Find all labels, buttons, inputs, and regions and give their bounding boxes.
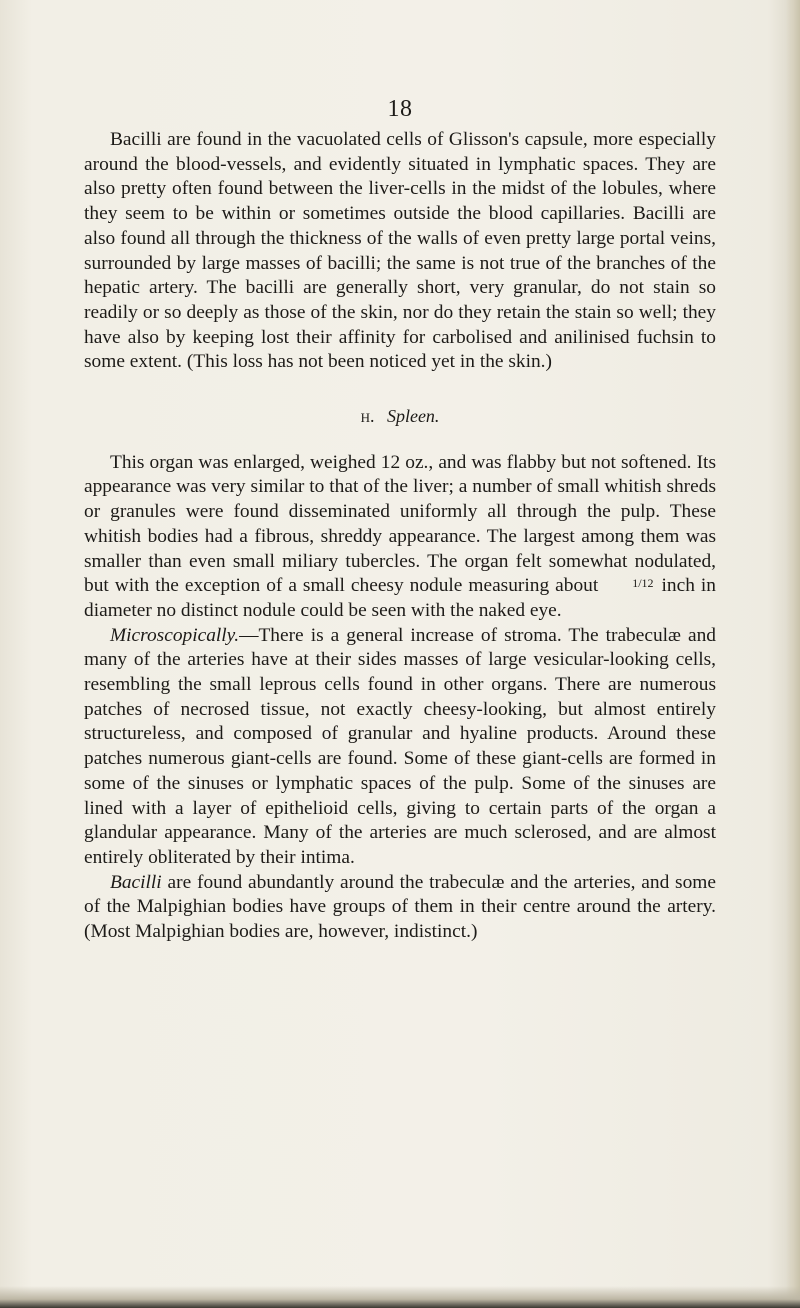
- body-text: [84, 128, 716, 945]
- section-letter: h.: [360, 406, 375, 427]
- paragraph-microscopically: [84, 624, 716, 871]
- page-edge-bottom: [0, 1286, 800, 1308]
- bacilli-lead: Bacilli: [110, 871, 162, 893]
- section-title: Spleen.: [386, 406, 440, 427]
- paragraph-bacilli-spleen: [84, 871, 716, 945]
- paragraph-liver-bacilli: Bacilli are found in the vacuolated cells of Glisson's capsule, more especially around the blood-vessels, and evidently situated in lymphatic spaces. They are also pretty often found between the liver-cells in the midst of the lobules, where they seem to be within or sometimes outside the blood capillaries. Bacilli are also found all through the thickness of the walls of even pretty large portal veins, surrounded by large masses of bacilli; the same is not true of the branches of the hepatic artery. The bacilli are generally short, very granular, do not stain so readily or so deeply as those of the skin, nor do they retain the stain so well; they have also by keeping lost their affinity for carbolised and anilinised fuchsin to some extent. (This loss has not been noticed yet in the skin.): [84, 129, 716, 373]
- page-edge-right: [786, 0, 800, 1308]
- paragraph-spleen-gross-text-end: inch in diameter no distinct nodule could be seen with the naked eye.: [84, 575, 716, 621]
- paragraph-spleen-gross: [84, 451, 716, 624]
- fraction-one-twelfth: 1/12: [632, 576, 654, 591]
- bacilli-text: are found abundantly around the trabeculæ and the arteries, and some of the Malpighian bodies have groups of them in their centre around the artery. (Most Malpighian bodies are, however, indistinct.): [84, 871, 716, 943]
- microscopically-lead: Microscopically.: [110, 624, 240, 646]
- section-heading: [84, 404, 716, 429]
- page-number: 18: [387, 96, 413, 122]
- microscopically-text: —There is a general increase of stroma. The trabeculæ and many of the arteries have at their sides masses of large vesicular-looking cells, resembling the small leprous cells found in other organs. There are numerous patches of necrosed tissue, not exactly cheesy-looking, but almost entirely structureless, and composed of granular and hyaline products. Around these patches numerous giant-cells are found. Some of these giant-cells are formed in some of the sinuses or lymphatic spaces of the pulp. Some of the sinuses are lined with a layer of epithelioid cells, giving to certain parts of the organ a glandular appearance. Many of the arteries are much sclerosed, and are almost entirely obliterated by their intima.: [84, 624, 716, 868]
- paragraph-spleen-gross-text: This organ was enlarged, weighed 12 oz., and was flabby but not softened. Its appearance was very similar to that of the liver; a number of small whitish shreds or granules were found disseminated uniformly all through the pulp. These whitish bodies had a fibrous, shreddy appearance. The largest among them was smaller than even small miliary tubercles. The organ felt somewhat nodulated, but with the exception of a small cheesy nodule measuring about: [84, 451, 716, 597]
